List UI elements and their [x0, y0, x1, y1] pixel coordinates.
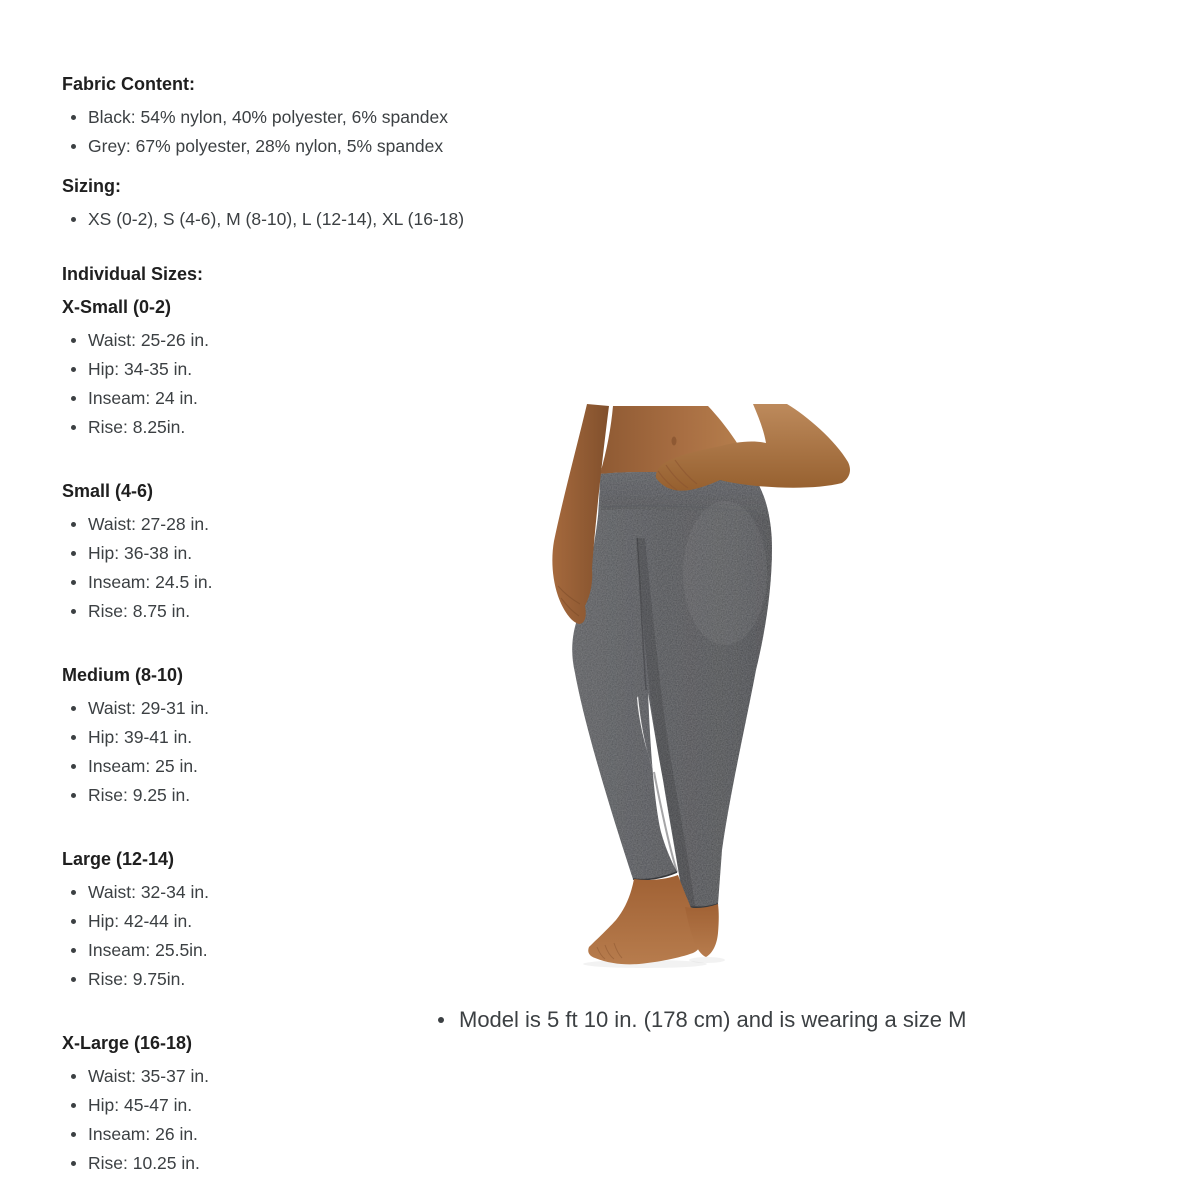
model-photo [525, 398, 865, 988]
spec-section [62, 480, 540, 626]
bullet-icon [71, 977, 76, 982]
spec-item-text: Hip: 34-35 in. [88, 359, 193, 379]
spec-item-text: Hip: 45-47 in. [88, 1095, 193, 1115]
spec-item [62, 781, 540, 810]
spec-item [62, 103, 540, 132]
spec-item-text: Inseam: 26 in. [88, 1124, 198, 1144]
spec-item [62, 1149, 540, 1178]
spec-section-heading: Medium (8-10) [62, 665, 184, 685]
spec-item-text: Waist: 35-37 in. [88, 1066, 209, 1086]
spec-item [62, 723, 540, 752]
bullet-icon [71, 1132, 76, 1137]
spec-item [62, 384, 540, 413]
spec-item [62, 1120, 540, 1149]
spec-section-heading: Small (4-6) [62, 481, 154, 501]
spec-item-text: Waist: 32-34 in. [88, 882, 209, 902]
bullet-icon [71, 919, 76, 924]
spec-section [62, 175, 540, 234]
bullet-icon [438, 1017, 444, 1023]
spec-item-list [62, 205, 540, 234]
spec-item [62, 694, 540, 723]
spec-item-text: Waist: 29-31 in. [88, 698, 209, 718]
spec-item [62, 907, 540, 936]
model-caption [438, 1006, 1159, 1034]
bullet-icon [71, 890, 76, 895]
spec-section-heading: Sizing: [62, 176, 121, 196]
bullet-icon [71, 338, 76, 343]
bullet-icon [71, 217, 76, 222]
spec-item [62, 510, 540, 539]
spec-item [62, 752, 540, 781]
spec-item-text: Rise: 8.75 in. [88, 601, 191, 621]
spec-item-text: Rise: 10.25 in. [88, 1153, 200, 1173]
spec-item [62, 1091, 540, 1120]
bullet-icon [71, 609, 76, 614]
spec-section-heading: Individual Sizes: [62, 264, 204, 284]
spec-item-text: Inseam: 24 in. [88, 388, 198, 408]
spec-item-text: Inseam: 24.5 in. [88, 572, 213, 592]
bullet-icon [71, 396, 76, 401]
spec-item [62, 878, 540, 907]
spec-item [62, 568, 540, 597]
spec-item [62, 132, 540, 161]
spec-section-heading: X-Small (0-2) [62, 297, 172, 317]
bullet-icon [71, 144, 76, 149]
spec-item-text: Hip: 42-44 in. [88, 911, 193, 931]
spec-section [62, 848, 540, 994]
bullet-icon [71, 425, 76, 430]
bullet-icon [71, 580, 76, 585]
bullet-icon [71, 793, 76, 798]
spec-item [62, 205, 540, 234]
bullet-icon [71, 367, 76, 372]
spec-item-text: Waist: 27-28 in. [88, 514, 209, 534]
bullet-icon [71, 1074, 76, 1079]
spec-item [62, 597, 540, 626]
spec-item-text: Hip: 36-38 in. [88, 543, 193, 563]
spec-section-heading: X-Large (16-18) [62, 1033, 193, 1053]
spec-section [62, 73, 540, 161]
spec-section [62, 296, 540, 442]
spec-section [62, 263, 540, 285]
spec-item [62, 965, 540, 994]
spec-item-text: XS (0-2), S (4-6), M (8-10), L (12-14), XL (16-18) [88, 209, 465, 229]
spec-section-heading: Fabric Content: [62, 74, 195, 94]
bullet-icon [71, 948, 76, 953]
spec-item [62, 1062, 540, 1091]
spec-item [62, 326, 540, 355]
model-caption-text: Model is 5 ft 10 in. (178 cm) and is wearing a size M [459, 1007, 967, 1032]
bullet-icon [71, 1161, 76, 1166]
bullet-icon [71, 764, 76, 769]
spec-section-heading: Large (12-14) [62, 849, 175, 869]
bullet-icon [71, 551, 76, 556]
bullet-icon [71, 706, 76, 711]
bullet-icon [71, 115, 76, 120]
hip-highlight [683, 501, 767, 645]
spec-item [62, 539, 540, 568]
spec-item-list [62, 878, 540, 994]
spec-item [62, 936, 540, 965]
spec-item-text: Rise: 9.75in. [88, 969, 186, 989]
spec-item [62, 413, 540, 442]
spec-item [62, 355, 540, 384]
spec-item-list [62, 1062, 540, 1178]
spec-item-text: Grey: 67% polyester, 28% nylon, 5% spandex [88, 136, 444, 156]
bullet-icon [71, 735, 76, 740]
spec-item-list [62, 510, 540, 626]
spec-item-list [62, 326, 540, 442]
spec-item-text: Black: 54% nylon, 40% polyester, 6% spandex [88, 107, 448, 127]
spec-item-text: Hip: 39-41 in. [88, 727, 193, 747]
ground-shadow [689, 957, 725, 963]
spec-section [62, 664, 540, 810]
spec-item-list [62, 103, 540, 161]
spec-item-text: Inseam: 25.5in. [88, 940, 208, 960]
spec-item-text: Rise: 9.25 in. [88, 785, 191, 805]
spec-item-text: Rise: 8.25in. [88, 417, 186, 437]
spec-item-list [62, 694, 540, 810]
navel [672, 437, 677, 446]
spec-item-text: Inseam: 25 in. [88, 756, 198, 776]
spec-section [62, 1032, 540, 1178]
bullet-icon [71, 522, 76, 527]
spec-item-text: Waist: 25-26 in. [88, 330, 209, 350]
bullet-icon [71, 1103, 76, 1108]
